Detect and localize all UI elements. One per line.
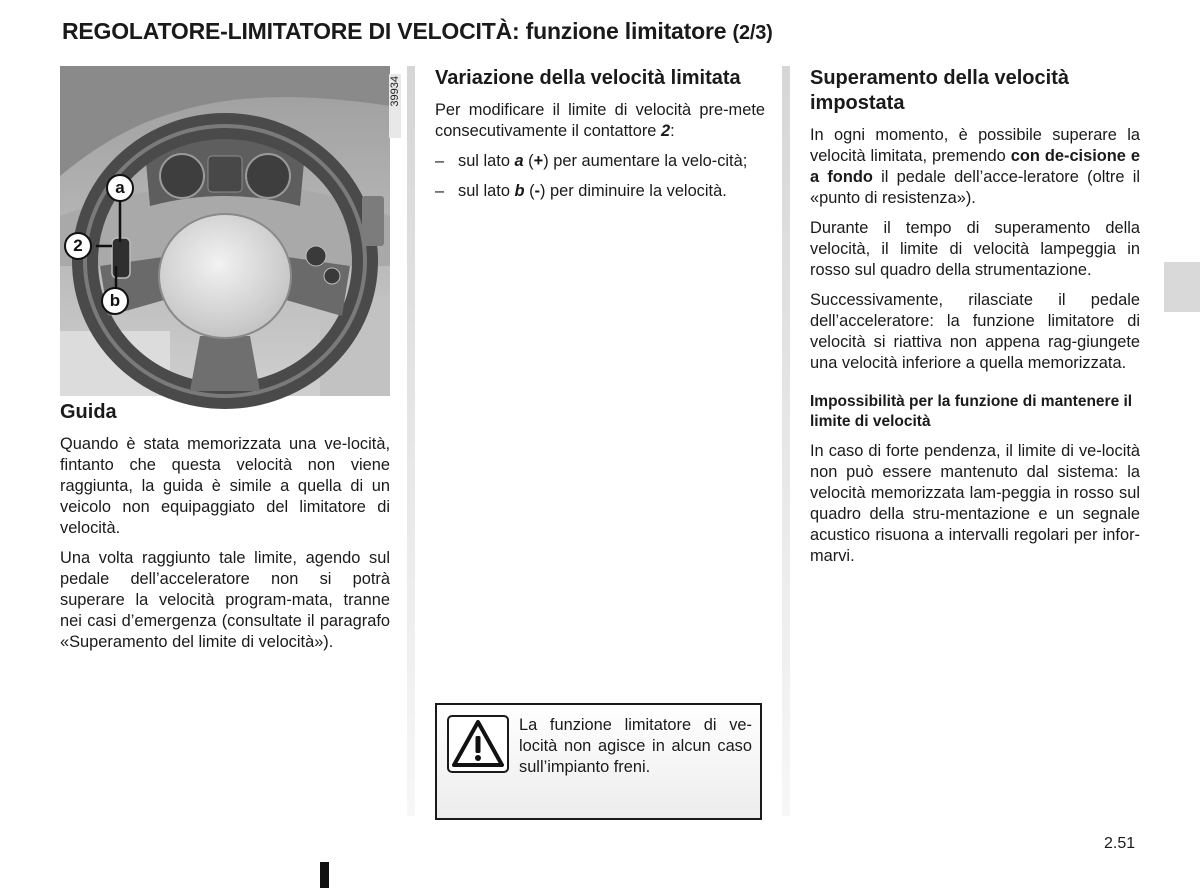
callout-a: a — [106, 174, 134, 202]
middle-column — [435, 66, 765, 211]
section-title-variazione: Variazione della velocità limitata — [435, 67, 741, 89]
column-divider — [407, 66, 415, 816]
bullet-dash: – — [435, 152, 445, 170]
text-run: sul lato — [458, 152, 515, 170]
paragraph: In caso di forte pendenza, il limite di ve-locità non può essere mantenuto dal sistema: la velocità memorizzata lam-peggia in rosso sul quadro della stru-mentazione e un segnale acustico risuona a intervalli regolari per infor-marvi. — [810, 442, 1140, 565]
column-divider — [782, 66, 790, 816]
text-run: ) per aumentare la velo-cità; — [543, 152, 748, 170]
paragraph: Una volta raggiunto tale limite, agendo sul pedale dell’acceleratore non si potrà superare la velocità program-mata, tranne nei casi d’emergenza (consultate il paragrafo «Superamento del limite di velocità»). — [60, 549, 390, 651]
list-item — [435, 181, 765, 202]
text-run: Per modificare il limite di velocità pre-mete consecutivamente il contattore — [435, 101, 765, 140]
list-item — [435, 151, 765, 172]
callout-b: b — [101, 287, 129, 315]
left-column — [60, 66, 401, 662]
paragraph: Successivamente, rilasciate il pedale dell’acceleratore: la funzione limitatore di velocità si riattiva non appena rag-giungete una velocità inferiore a quella memorizzata. — [810, 291, 1140, 372]
sign: + — [533, 152, 544, 170]
warning-box — [435, 703, 762, 820]
section-title-guida: Guida — [60, 401, 117, 423]
sign: - — [534, 182, 540, 200]
text-run: : — [670, 122, 675, 140]
text-run: In ogni momento, è possibile superare la velocità limitata, premendo — [810, 126, 1140, 165]
paragraph: Quando è stata memorizzata una ve-locità, fintanto che questa velocità non viene raggiunta, la guida è simile a quella di un veicolo non equipaggiato del limitatore di velocità. — [60, 435, 390, 537]
subsection-title: Impossibilità per la funzione di mantenere il limite di velocità — [810, 393, 1133, 430]
text-run: ( — [523, 152, 534, 170]
figure-code: 39934 — [389, 74, 401, 138]
warning-text: La funzione limitatore di ve-locità non agisce in alcun caso sull’impianto freni. — [519, 716, 752, 776]
contactor-ref: 2 — [660, 122, 671, 140]
warning-triangle-glyph — [449, 717, 507, 771]
warning-triangle-icon — [447, 715, 509, 773]
text-run: sul lato — [458, 182, 515, 200]
paragraph — [810, 125, 1140, 209]
page-number: 2.51 — [1104, 835, 1136, 852]
steering-wheel-illustration — [60, 66, 401, 396]
page-title — [62, 18, 773, 45]
callout-2: 2 — [64, 232, 92, 260]
page-title-text: REGOLATORE-LIMITATORE DI VELOCITÀ: funzione limitatore — [62, 18, 727, 44]
steering-wheel-drawing — [60, 66, 390, 396]
side-key: a — [514, 152, 524, 170]
emphasis: con de-cisione e a fondo — [810, 147, 1140, 186]
text-run: ( — [524, 182, 535, 200]
text-run: il pedale dell’acce-leratore (oltre il «punto di resistenza»). — [810, 168, 1140, 207]
page-part-indicator: (2/3) — [732, 22, 773, 44]
section-title-superamento: Superamento della velocità impostata — [810, 67, 1069, 114]
text-run: ) per diminuire la velocità. — [540, 182, 727, 200]
bullet-dash: – — [435, 182, 445, 200]
side-key: b — [514, 182, 525, 200]
right-column — [810, 66, 1140, 576]
paragraph — [435, 100, 765, 142]
paragraph: Durante il tempo di superamento della velocità, il limite di velocità lampeggia in rosso sul quadro della strumentazione. — [810, 219, 1140, 279]
crop-mark — [320, 862, 329, 888]
chapter-tab — [1164, 262, 1200, 312]
